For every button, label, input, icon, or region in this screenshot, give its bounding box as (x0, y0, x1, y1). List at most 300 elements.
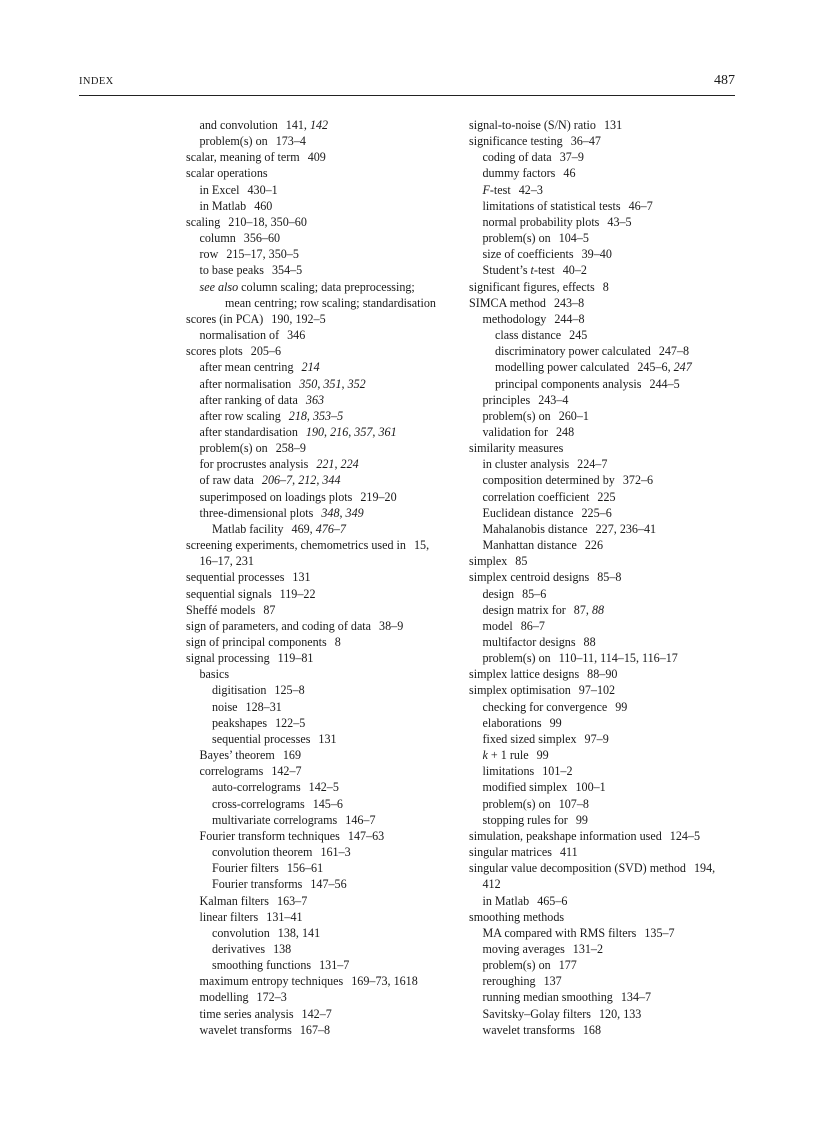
index-page-refs: 42–3 (518, 182, 543, 197)
index-page-refs: 460 (254, 198, 273, 213)
index-page-refs: 346 (287, 328, 306, 343)
index-entry (469, 1006, 735, 1022)
index-entry (186, 812, 452, 828)
index-page-refs: 248 (556, 424, 575, 439)
index-term: problem(s) on (482, 408, 551, 423)
index-term: after standardisation (199, 424, 298, 439)
index-page-refs: 469, 476–7 (291, 521, 346, 536)
index-page-refs: 99 (575, 812, 588, 827)
index-term: Savitsky–Golay filters (482, 1006, 591, 1021)
header-rule (79, 95, 735, 96)
index-page-refs: 8 (334, 635, 341, 649)
index-term: 16–17, 231 (199, 554, 254, 569)
index-term: Mahalanobis distance (482, 521, 588, 536)
index-term: simplex centroid designs (469, 570, 590, 585)
index-entry (186, 149, 452, 165)
index-entry (469, 408, 735, 424)
index-term: singular matrices (469, 845, 552, 860)
index-term: scalar operations (186, 166, 268, 181)
index-page-refs: 224–7 (577, 457, 608, 472)
index-term: sign of parameters, and coding of data (186, 618, 372, 633)
index-entry (186, 715, 452, 731)
index-page-refs: 128–31 (245, 699, 282, 714)
index-term: modelling (199, 990, 249, 1005)
index-term: noise (212, 699, 238, 714)
index-term: modelling power calculated (495, 360, 630, 375)
index-page-refs: 38–9 (379, 618, 404, 633)
index-page-refs: 227, 236–41 (595, 521, 657, 536)
index-entry (469, 343, 735, 359)
index-term: convolution (212, 925, 270, 940)
index-entry (469, 893, 735, 909)
index-term: size of coefficients (482, 247, 574, 262)
index-term: auto-correlograms (212, 780, 301, 795)
index-page-refs: 97–9 (584, 731, 609, 746)
index-term: simulation, peakshape information used (469, 828, 662, 843)
index-term: design (482, 586, 515, 601)
index-page-refs: 247–8 (658, 344, 690, 359)
index-term: maximum entropy techniques (199, 974, 344, 989)
index-term: problem(s) on (199, 134, 268, 149)
index-entry (186, 489, 452, 505)
index-entry (469, 230, 735, 246)
index-page-refs: 97–102 (578, 683, 616, 698)
index-entry (469, 586, 735, 602)
index-entry (469, 359, 735, 375)
index-page-refs: 8 (602, 279, 609, 294)
index-term: Matlab facility (212, 521, 284, 536)
index-term: composition determined by (482, 473, 615, 488)
index-term: Sheffé models (186, 602, 256, 617)
index-term: screening experiments, chemometrics used in (186, 538, 406, 553)
index-page-refs: 119–22 (279, 586, 316, 601)
index-term: time series analysis (199, 1006, 294, 1021)
index-page-refs: 225 (597, 489, 616, 504)
index-entry (469, 618, 735, 634)
index-term: model (482, 618, 513, 633)
index-entry (469, 941, 735, 957)
index-entry (469, 844, 735, 860)
index-term: Student’s t-test (482, 263, 555, 278)
index-term: reroughing (482, 974, 536, 989)
index-term: basics (199, 667, 230, 682)
index-entry (186, 117, 452, 133)
index-page-refs: 36–47 (570, 134, 601, 149)
index-page-refs: 145–6 (312, 796, 343, 811)
index-entry (186, 682, 452, 698)
index-entry (186, 876, 452, 892)
index-entry (469, 182, 735, 198)
index-term: in cluster analysis (482, 457, 570, 472)
index-entry (186, 553, 452, 569)
index-term: limitations of statistical tests (482, 198, 621, 213)
index-entry (186, 521, 452, 537)
index-term: 412 (482, 877, 501, 892)
index-page-refs: 138, 141 (277, 925, 321, 940)
index-entry (469, 1022, 735, 1038)
index-entry (469, 327, 735, 343)
index-term: scores (in PCA) (186, 311, 264, 326)
index-term: in Excel (199, 182, 240, 197)
index-entry (469, 376, 735, 392)
index-entry (186, 1022, 452, 1038)
index-entry (469, 311, 735, 327)
index-term: checking for convergence (482, 699, 608, 714)
index-entry (469, 537, 735, 553)
index-page-refs: 131 (318, 731, 337, 746)
index-entry (186, 650, 452, 666)
index-term: problem(s) on (482, 958, 551, 973)
index-term: Bayes’ theorem (199, 748, 275, 763)
index-entry (186, 424, 452, 440)
index-page-refs: 110–11, 114–15, 116–17 (558, 651, 678, 666)
index-page-refs: 142–7 (271, 764, 302, 779)
index-entry (469, 553, 735, 569)
index-term: running median smoothing (482, 990, 613, 1005)
index-page-refs: 85 (515, 554, 528, 569)
index-page-refs: 88 (583, 635, 596, 649)
index-entry (186, 359, 452, 375)
index-entry (469, 262, 735, 278)
index-page-refs: 218, 353–5 (288, 408, 344, 423)
index-term: elaborations (482, 715, 542, 730)
index-page-refs: 210–18, 350–60 (228, 214, 307, 229)
index-entry (469, 440, 735, 456)
index-term: in Matlab (199, 198, 247, 213)
index-page-refs: 99 (549, 715, 562, 730)
index-page-refs: 101–2 (542, 764, 573, 779)
index-term: wavelet transforms (482, 1022, 575, 1037)
index-entry (469, 650, 735, 666)
index-entry (186, 246, 452, 262)
index-entry (186, 747, 452, 763)
index-page-refs: 205–6 (250, 344, 282, 359)
index-term: F-test (482, 182, 511, 197)
index-page-refs: 163–7 (277, 893, 308, 908)
index-term: principles (482, 392, 531, 407)
index-entry (469, 295, 735, 311)
index-entry (469, 602, 735, 618)
index-term: problem(s) on (482, 651, 551, 666)
index-page-refs: 46–7 (628, 198, 653, 213)
index-page-refs: 215–17, 350–5 (226, 247, 299, 262)
index-page-refs: 167–8 (299, 1022, 331, 1037)
index-page-refs: 244–8 (554, 311, 585, 326)
index-page-refs: 146–7 (345, 812, 376, 827)
index-entry (186, 699, 452, 715)
index-term: and convolution (199, 118, 278, 132)
index-page-refs: 147–63 (347, 828, 385, 843)
index-term: peakshapes (212, 715, 268, 730)
index-term: stopping rules for (482, 812, 568, 827)
index-entry (469, 505, 735, 521)
index-page-refs: 409 (307, 150, 326, 165)
index-entry (186, 618, 452, 634)
index-term: k + 1 rule (482, 748, 529, 763)
index-entry (186, 860, 452, 876)
index-page-refs: 99 (536, 748, 549, 763)
index-term: Kalman filters (199, 893, 270, 908)
index-page-refs: 120, 133 (599, 1006, 642, 1021)
index-page-refs: 177 (558, 958, 577, 973)
index-term: normal probability plots (482, 214, 600, 229)
index-entry (469, 747, 735, 763)
index-page-refs: 85–6 (522, 586, 547, 601)
index-term: class distance (495, 328, 562, 343)
index-entry (186, 440, 452, 456)
index-entry (469, 569, 735, 585)
index-column-left (186, 117, 452, 1038)
index-term: sequential processes (212, 731, 311, 746)
index-term: in Matlab (482, 893, 530, 908)
index-entry (186, 569, 452, 585)
index-page-refs: 430–1 (247, 182, 278, 197)
index-page-refs: 226 (584, 538, 604, 553)
index-page-refs: 15, (413, 538, 430, 553)
index-page-refs: 350, 351, 352 (299, 376, 366, 391)
index-entry (469, 472, 735, 488)
index-page-refs: 40–2 (562, 263, 587, 278)
index-term: Fourier transform techniques (199, 828, 340, 843)
running-header-title: INDEX (79, 76, 114, 87)
index-page-refs: 156–61 (286, 861, 324, 876)
index-entry (186, 214, 452, 230)
index-entry (186, 779, 452, 795)
index-page-refs: 354–5 (271, 263, 303, 278)
index-page-refs: 43–5 (607, 214, 632, 229)
index-entry (186, 957, 452, 973)
index-page-refs: 243–8 (553, 295, 585, 310)
index-page-refs: 190, 216, 357, 361 (305, 424, 397, 439)
page-number: 487 (714, 73, 735, 88)
index-entry (186, 198, 452, 214)
index-page-refs: 190, 192–5 (271, 311, 326, 326)
index-page-refs: 119–81 (277, 651, 314, 666)
index-page-refs: 125–8 (274, 683, 305, 698)
index-entry (469, 165, 735, 181)
index-page-refs: 135–7 (644, 925, 675, 940)
index-entry (469, 731, 735, 747)
index-term: limitations (482, 764, 535, 779)
index-term: after ranking of data (199, 392, 298, 407)
index-page-refs: 245 (569, 328, 588, 343)
index-page-refs: 245–6, 247 (637, 360, 692, 375)
index-entry (469, 198, 735, 214)
index-page-refs: 194, (693, 861, 716, 876)
index-column-right (469, 117, 735, 1038)
index-term: validation for (482, 424, 548, 439)
index-entry (186, 472, 452, 488)
index-page-refs: 161–3 (320, 845, 351, 860)
index-term: signal processing (186, 651, 270, 666)
index-page-refs: 131–2 (572, 941, 604, 956)
index-term: principal components analysis (495, 376, 642, 391)
index-page-refs: 206–7, 212, 344 (261, 473, 341, 488)
index-entry (186, 763, 452, 779)
index-term: after normalisation (199, 376, 292, 391)
index-page-refs: 219–20 (360, 489, 397, 504)
index-entry (469, 876, 735, 892)
index-term: wavelet transforms (199, 1022, 292, 1037)
index-entry (469, 666, 735, 682)
index-term: multifactor designs (482, 635, 576, 649)
index-entry (186, 311, 452, 327)
index-term: MA compared with RMS filters (482, 925, 637, 940)
index-entry (469, 796, 735, 812)
index-term: after row scaling (199, 408, 281, 423)
index-page-refs: 87, 88 (573, 602, 605, 617)
index-entry (469, 973, 735, 989)
index-page-refs: 37–9 (559, 150, 584, 165)
index-term: sequential processes (186, 570, 285, 585)
index-page-refs: 168 (582, 1022, 601, 1037)
index-entry (469, 699, 735, 715)
index-term: scaling (186, 214, 221, 229)
index-page-refs: 225–6 (581, 505, 612, 520)
index-term: sign of principal components (186, 635, 327, 649)
index-page-refs: 221, 224 (316, 457, 359, 472)
index-entry (186, 666, 452, 682)
index-page-refs: 363 (305, 392, 325, 407)
index-page-refs: 137 (543, 974, 562, 989)
index-page-refs: 86–7 (520, 618, 545, 633)
index-page-refs: 46 (563, 166, 576, 181)
index-page-refs: 107–8 (558, 796, 589, 811)
index-term: problem(s) on (482, 796, 551, 811)
index-term: correlation coefficient (482, 489, 590, 504)
index-entry (469, 117, 735, 133)
index-page-refs: 138 (273, 941, 292, 956)
index-term: sequential signals (186, 586, 272, 601)
index-entry (186, 909, 452, 925)
index-entry (469, 392, 735, 408)
index-entry (186, 844, 452, 860)
index-page-refs: 260–1 (558, 408, 589, 423)
index-page-refs: 147–56 (310, 877, 347, 892)
index-term: simplex lattice designs (469, 667, 580, 682)
index-term: to base peaks (199, 263, 264, 278)
index-term: for procrustes analysis (199, 457, 309, 472)
index-term: methodology (482, 311, 547, 326)
index-entry (186, 376, 452, 392)
index-term: dummy factors (482, 166, 556, 181)
index-page-refs: 85–8 (597, 570, 622, 585)
index-page-refs: 142–7 (301, 1006, 332, 1021)
index-page-refs: 173–4 (275, 134, 306, 149)
index-term: mean centring; row scaling; standardisation (225, 295, 436, 310)
index-term: fixed sized simplex (482, 731, 577, 746)
index-entry (186, 182, 452, 198)
index-page-refs: 169–73, 1618 (351, 974, 418, 989)
index-entry (186, 634, 452, 650)
index-page-refs: 214 (301, 360, 320, 375)
index-entry (186, 262, 452, 278)
index-entry (186, 586, 452, 602)
index-page-refs: 141, 142 (285, 118, 329, 132)
index-entry (186, 893, 452, 909)
index-page-refs: 172–3 (256, 990, 287, 1005)
index-page-refs: 88–90 (587, 667, 618, 682)
index-entry (186, 828, 452, 844)
index-page-refs: 142–5 (308, 780, 339, 795)
index-entry (469, 149, 735, 165)
index-term: design matrix for (482, 602, 566, 617)
index-term: moving averages (482, 941, 565, 956)
index-entry (469, 860, 735, 876)
index-entry (186, 1006, 452, 1022)
index-page-refs: 100–1 (575, 780, 606, 795)
index-page-refs: 348, 349 (321, 505, 364, 520)
index-page-refs: 131–7 (319, 958, 350, 973)
index-entry (186, 941, 452, 957)
index-term: problem(s) on (199, 441, 268, 456)
index-term: normalisation of (199, 328, 280, 343)
index-page-refs: 124–5 (669, 828, 701, 843)
index-term: multivariate correlograms (212, 812, 338, 827)
index-term: modified simplex (482, 780, 568, 795)
index-entry (186, 973, 452, 989)
index-term: discriminatory power calculated (495, 344, 651, 359)
index-entry (469, 989, 735, 1005)
index-entry (469, 682, 735, 698)
index-entry (186, 925, 452, 941)
index-page-refs: 258–9 (275, 441, 306, 456)
index-entry (469, 279, 735, 295)
index-term: of raw data (199, 473, 254, 488)
index-page-refs: 131 (603, 118, 623, 132)
index-term: cross-correlograms (212, 796, 305, 811)
index-entry (469, 521, 735, 537)
index-entry (186, 456, 452, 472)
index-entry (469, 909, 735, 925)
index-entry (469, 214, 735, 230)
index-page-refs: 356–60 (243, 231, 281, 246)
index-page-refs: 87 (263, 602, 276, 617)
index-entry (186, 230, 452, 246)
index-entry (186, 731, 452, 747)
index-entry (186, 327, 452, 343)
index-entry (186, 796, 452, 812)
index-entry (469, 246, 735, 262)
index-term: column (199, 231, 236, 246)
index-term: after mean centring (199, 360, 294, 375)
index-term: simplex optimisation (469, 683, 571, 698)
index-term: Manhattan distance (482, 538, 577, 553)
index-page-refs: 244–5 (649, 376, 680, 391)
index-term: derivatives (212, 941, 266, 956)
index-entry (469, 715, 735, 731)
index-term: similarity measures (469, 441, 564, 456)
index-term: significance testing (469, 134, 563, 149)
index-entry (186, 133, 452, 149)
index-term: scalar, meaning of term (186, 150, 300, 165)
index-entry (469, 828, 735, 844)
index-page-refs: 131–41 (266, 909, 303, 924)
index-term: superimposed on loadings plots (199, 489, 353, 504)
index-entry (469, 634, 735, 650)
index-entry (186, 408, 452, 424)
index-term: see also column scaling; data preprocessing; (199, 279, 415, 294)
index-entry (469, 957, 735, 973)
index-term: three-dimensional plots (199, 505, 314, 520)
index-page-refs: 131 (292, 570, 311, 585)
index-page-refs: 134–7 (620, 990, 652, 1005)
index-page-refs: 465–6 (537, 893, 568, 908)
index-term: coding of data (482, 150, 552, 165)
index-entry (469, 925, 735, 941)
index-entry (186, 989, 452, 1005)
index-entry (469, 763, 735, 779)
